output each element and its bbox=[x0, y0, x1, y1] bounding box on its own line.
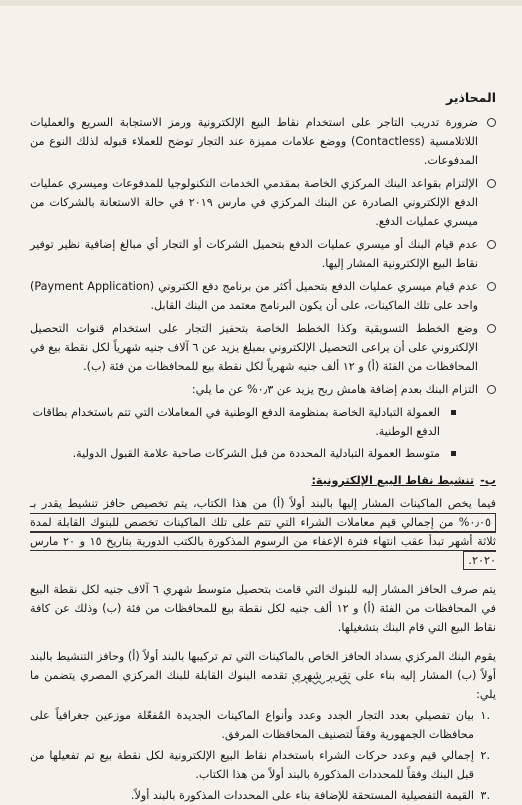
item-number: .١ bbox=[480, 709, 490, 722]
list-item: متوسط العمولة التبادلية المحددة من قبل الشركات صاحبة علامة القبول الدولية. bbox=[30, 444, 456, 463]
payment-paragraph: يقوم البنك المركزي بسداد الحافز الخاص بالماكينات التي تم تركيبها بالبند أولاً (أ) وحافز التنشيط بالبند أولاً (ب) المشار إليه بناء على تقرير شهري تقدمه البنوك القابلة للبنك المركزي المصري يتضمن ما يلي: bbox=[30, 650, 496, 701]
circle-bullet-icon bbox=[487, 324, 496, 333]
section-title-text: تنشيط نقاط البيع الإلكترونية: bbox=[311, 474, 475, 487]
warnings-list bbox=[30, 113, 496, 399]
circle-bullet-icon bbox=[487, 179, 496, 188]
list-item: عدم قيام البنك أو ميسري عمليات الدفع بتحميل الشركات أو التجار أي مبالغ إضافية نظير توفير نقاط البيع الإلكترونية المشار إليها. bbox=[30, 235, 496, 273]
heading-warnings: المحاذير bbox=[446, 90, 496, 105]
list-item: التزام البنك بعدم إضافة هامش ربح يزيد عن ٠٫٣% عن ما يلي: bbox=[30, 380, 496, 399]
list-item: وضع الخطط التسويقية وكذا الخطط الخاصة بتحفيز التجار على استخدام قنوات التحصيل الإلكتروني على أن يراعى التحصيل الإلكتروني بمبلغ يزيد عن ٦ آلاف جنيه شهرياً لكل نقطة بيع في المحافظات من الفئة (أ) و ١٢ ألف جنيه شهرياً لكل نقطة بيع للمحافظات من فئة (ب). bbox=[30, 319, 496, 376]
section-letter: ب- bbox=[480, 474, 496, 487]
incentive-paragraph: فيما يخص الماكينات المشار إليها بالبند أولاً (أ) من هذا الكتاب، يتم تخصيص حافز تنشيط يقدر بـ ٠٫٠٥% من إجمالي قيم معاملات الشراء التي تتم على تلك الماكينات تخصص للبنوك القابلة لمدة ثلاثة أشهر تبدأ عقب انتهاء فترة الإعفاء من الرسوم المذكورة بالكتب الدورية بتاريخ ١٥ و ٢٠ مارس ٢٠٢٠. bbox=[30, 494, 496, 570]
disbursement-paragraph: يتم صرف الحافز المشار إليه للبنوك التي قامت بتحصيل متوسط شهري ٦ آلاف جنيه لكل نقطة البيع في المحافظات من الفئة (أ) و ١٢ ألف جنيه لكل نقطة بيع للمحافظات من فئة (ب) وذلك عن كافة نقاط البيع التي قام البنك بتشغيلها. bbox=[30, 583, 497, 634]
list-item: .٣ القيمة التفصيلية المستحقة للإضافة بناء على المحددات المذكورة بالبند أولاً. bbox=[30, 786, 496, 805]
circle-bullet-icon bbox=[487, 240, 496, 249]
section-title bbox=[30, 471, 496, 490]
square-bullet-icon bbox=[451, 451, 456, 456]
list-item: الإلتزام بقواعد البنك المركزي الخاصة بمقدمي الخدمات التكنولوجيا للمدفوعات وميسري عمليات الدفع الإلكتروني الصادرة عن البنك المركزي في مارس ٢٠١٩ في حالة الاستعانة بالشركات من ميسري عمليات الدفع. bbox=[30, 174, 496, 231]
boxed-highlight: ٠٫٠٥% من إجمالي قيم معاملات الشراء التي تتم على تلك الماكينات تخصص للبنوك القابلة لمدة ثلاثة أشهر تبدأ عقب انتهاء فترة الإعفاء من الرسوم المذكورة بالكتب الدورية بتاريخ ١٥ و ٢٠ مارس ٢٠٢٠. bbox=[30, 513, 496, 570]
item-number: .٣ bbox=[480, 789, 490, 802]
underlined-text: تقرير شهري bbox=[292, 669, 351, 682]
scan-edge bbox=[0, 0, 522, 6]
list-item: العمولة التبادلية الخاصة بمنظومة الدفع الوطنية في المعاملات التي تتم باستخدام بطاقات الدفع الوطنية. bbox=[30, 403, 456, 441]
list-item: عدم قيام ميسري عمليات الدفع بتحميل أكثر من برنامج دفع الكتروني (Payment Application) واحد على تلك الماكينات، على أن يكون البرنامج معتمد من البنك القابل. bbox=[30, 277, 496, 315]
list-item: .٢ إجمالي قيم وعدد حركات الشراء باستخدام نقاط البيع الإلكترونية لكل نقطة بيع تم تفعيلها من قبل البنك وفقاً للمحددات المذكورة بالبند أولاً من هذا الكتاب. bbox=[30, 746, 496, 784]
circle-bullet-icon bbox=[487, 385, 496, 394]
circle-bullet-icon bbox=[487, 118, 496, 127]
list-item: ضرورة تدريب التاجر على استخدام نقاط البيع الإلكترونية ورمز الاستجابة السريع والعمليات اللاتلامسية (Contactless) ووضع علامات مميزة عند التجار توضح للعملاء قبوله لذلك النوع من المدفوعات. bbox=[30, 113, 496, 170]
square-bullet-icon bbox=[451, 410, 456, 415]
item-number: .٢ bbox=[480, 749, 490, 762]
circle-bullet-icon bbox=[487, 282, 496, 291]
list-item: .١ بيان تفصيلي بعدد التجار الجدد وعدد وأنواع الماكينات الجديدة المُفعّلة موزعين جغرافياً على محافظات الجمهورية وفقاً لتصنيف المحافظات المرفق. bbox=[30, 706, 496, 744]
commission-sublist bbox=[30, 403, 496, 463]
report-items-list bbox=[30, 706, 496, 805]
